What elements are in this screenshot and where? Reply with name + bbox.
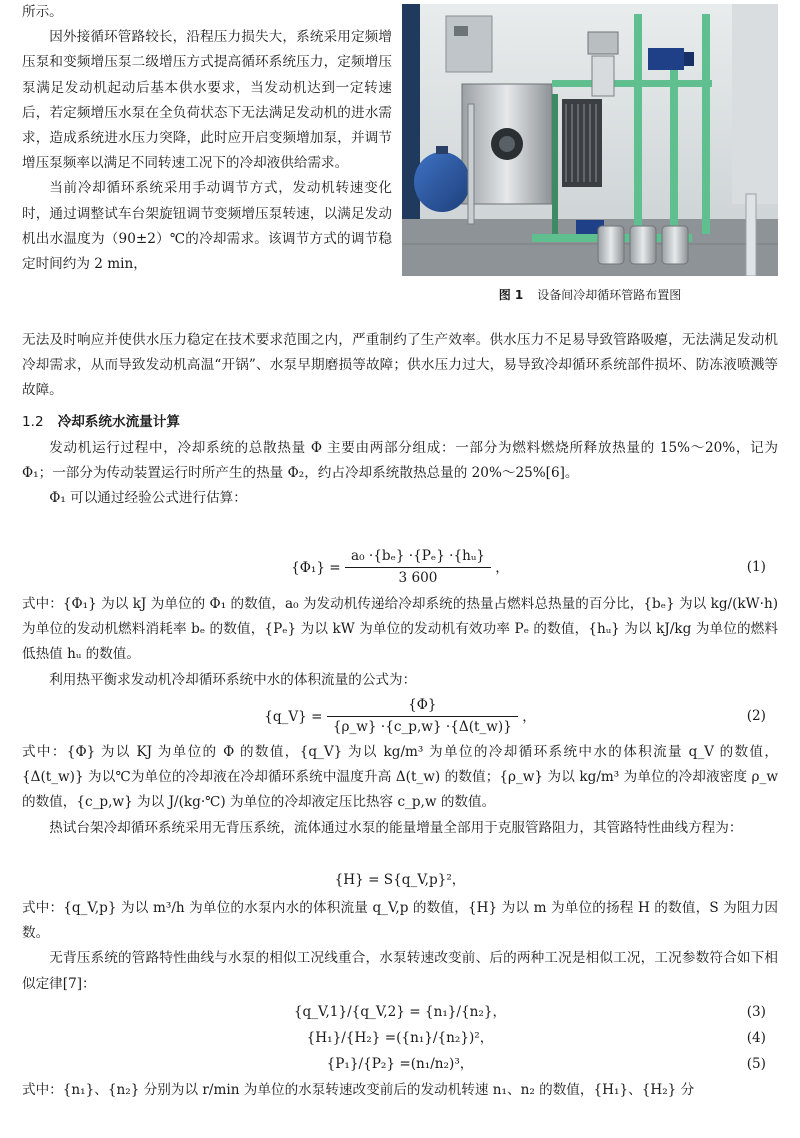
paragraph-speed-definitions: 式中：{n₁}、{n₂} 分别为以 r/min 为单位的水泵转速改变前后的发动机转速 n₁、n₂ 的数值，{H₁}、{H₂} 分 [22,1082,695,1098]
paragraph-continuation: 所示。 [22,4,63,20]
paragraph-heat-balance: 利用热平衡求发动机冷却循环系统中水的体积流量的公式为： [49,671,417,688]
equation-5-number: (5) [746,1056,766,1072]
paragraph-eq1-definitions: 式中：{Φ₁} 为以 kJ 为单位的 Φ₁ 的数值，a₀ 为发动机传递给冷却系统的热量占燃料总热量的百分比，{bₑ} 为以 kg/(kW·h) 为单位的发动机燃料消耗率 bₑ 的数值，{Pₑ} 为以 kW 为单位的发动机有效功率 Pₑ 的数值，{hᵤ} 为以 kJ/kg 为单位的燃料低热值 hᵤ 的数值。 [22,596,778,663]
equation-1-tail: ， [495,559,509,576]
equation-4 [22,1026,778,1050]
equation-2-number: (2) [746,708,766,724]
full-width-paragraph-2 [22,436,778,512]
equation-1-number: (1) [746,559,766,575]
paragraph-similarity: 无背压系统的管路特性曲线与水泵的相似工况线重合，水泵转速改变前、后的两种工况是相似工况，工况参数符合如下相似定律[7]： [22,950,778,992]
full-width-paragraph-1 [22,328,778,404]
equation-3-body: {q_V,1}/{q_V,2} = {n₁}/{n₂}， [293,1004,507,1020]
paragraph-no-backpressure: 热试台架冷却循环系统采用无背压系统，流体通过水泵的能量增量全部用于克服管路阻力，其管路特性曲线方程为： [49,819,743,836]
equation-2-tail: ， [522,708,536,725]
equation-3 [22,1000,778,1024]
equation-2 [22,696,778,736]
section-number: 1.2 [22,414,44,430]
equation-2-fraction [327,696,518,737]
paragraph-estimate: Φ₁ 可以通过经验公式进行估算： [49,490,247,507]
left-column [22,0,392,277]
paragraph-pump-system: 因外接循环管路较长，沿程压力损失大，系统采用定频增压泵和变频增压泵二级增压方式提高循环系统压力，定频增压泵满足发动机起动后基本供水要求，当发动机达到一定转速后，若定频增压水泵在全负荷状态下无法满足发动机的进水需求，造成系统进水压力突降，此时应开启变频增加泵，并调节增压泵频率以满足不同转速工况下的冷却液供给需求。 [22,29,392,172]
equation-4-body: {H₁}/{H₂} =({n₁}/{n₂})²， [306,1030,494,1046]
section-heading [22,410,778,434]
equation-1-lhs: {Φ₁} = [291,559,341,576]
full-width-paragraph-3 [22,592,778,693]
full-width-paragraph-4 [22,740,778,841]
section-title: 冷却系统水流量计算 [57,414,180,430]
equation-pipe-curve [22,868,778,892]
paragraph-heat-components: 发动机运行过程中，冷却系统的总散热量 Φ 主要由两部分组成：一部分为燃料燃烧所释放热量的 15%～20%，记为 Φ₁；一部分为传动装置运行时所产生的热量 Φ₂，约占冷却系统散热总量的 20%～25%[6]。 [22,440,778,482]
equation-pipe-curve-body: {H} = S{q_V,p}²， [334,872,466,888]
figure-caption-text: 设备间冷却循环管路布置图 [537,288,682,302]
equipment-room-photo [402,4,778,276]
full-width-paragraph-6 [22,1078,778,1103]
figure-caption [402,285,778,305]
equation-3-number: (3) [746,1004,766,1020]
paragraph-pressure-issues: 无法及时响应并使供水压力稳定在技术要求范围之内，严重制约了生产效率。供水压力不足易导致管路吸瘪，无法满足发动机冷却需求，从而导致发动机高温“开锅”、水泵早期磨损等故障；供水压力过大，易导致冷却循环系统部件损坏、防冻液喷溅等故障。 [22,332,778,399]
equation-1-fraction [345,547,491,588]
figure-label: 图 1 [498,288,524,302]
paragraph-eq2-definitions: 式中：{Φ} 为以 KJ 为单位的 Φ 的数值，{q_V} 为以 kg/m³ 为单位的冷却循环系统中水的体积流量 q_V 的数值，{Δ(t_w)} 为以℃为单位的冷却液在冷却循环系统中温度升高 Δ(t_w) 的数值；{ρ_w} 为以 kg/m³ 为单位的冷却液密度 ρ_w 的数值，{c_p,w} 为以 J/(kg·℃) 为单位的冷却液定压比热容 c_p,w 的数值。 [22,744,778,811]
equation-2-numerator: {Φ} [327,696,518,717]
equation-5 [22,1052,778,1076]
equation-4-number: (4) [746,1030,766,1046]
equation-2-lhs: {q_V} = [264,708,323,725]
full-width-paragraph-5 [22,896,778,997]
equation-1-denominator: 3 600 [398,570,438,586]
equation-1-numerator: a₀ ·{bₑ} ·{Pₑ} ·{hᵤ} [345,547,491,568]
paragraph-eq3-definitions: 式中：{q_V,p} 为以 m³/h 为单位的水泵内水的体积流量 q_V,p 的数值，{H} 为以 m 为单位的扬程 H 的数值，S 为阻力因数。 [22,900,778,942]
equation-1 [22,547,778,587]
paragraph-manual-control: 当前冷却循环系统采用手动调节方式，发动机转速变化时，通过调整试车台架旋钮调节变频增压泵转速，以满足发动机出水温度为（90±2）℃的冷却需求。该调节方式的调节稳定时间约为 2 min， [22,180,392,273]
equation-2-denominator: {ρ_w} ·{c_p,w} ·{Δ(t_w)} [332,719,512,735]
equation-5-body: {P₁}/{P₂} =(n₁/n₂)³， [326,1056,474,1072]
